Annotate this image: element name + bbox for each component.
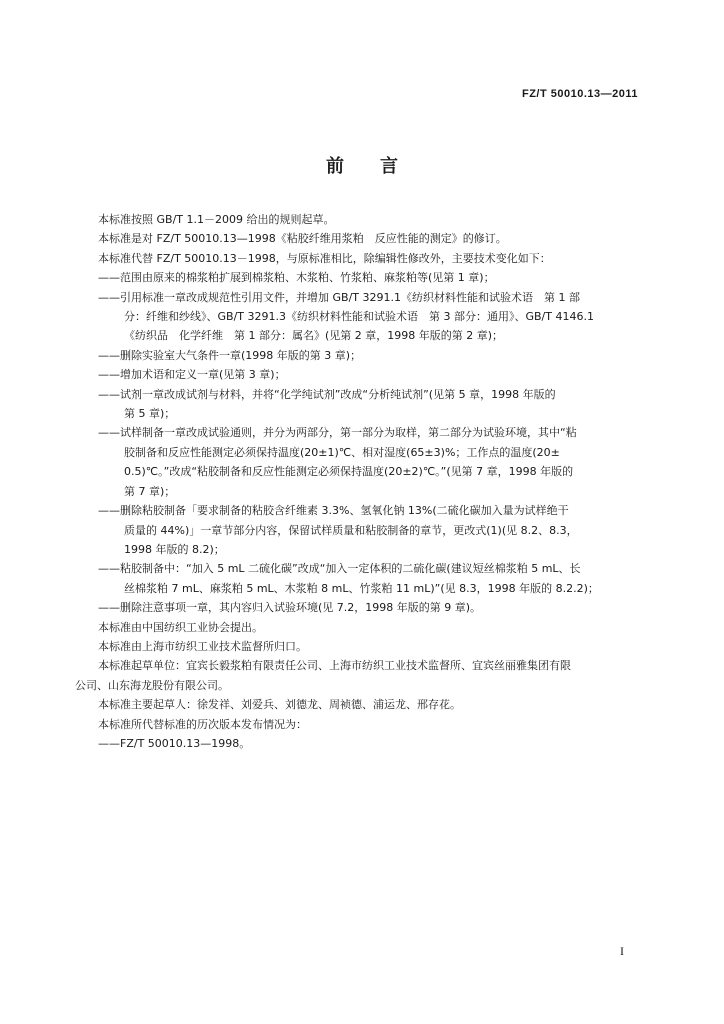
text-line: ——增加术语和定义一章(见第 3 章)； [98, 368, 286, 382]
change-item [98, 598, 638, 617]
technical-changes-list [98, 268, 638, 617]
page-title: 前言 [326, 156, 434, 177]
change-item [98, 385, 638, 424]
document-code: FZ/T 50010.13—2011 [521, 88, 638, 100]
closing-paragraphs [75, 618, 638, 754]
text-line: 1998 年版的 8.2)； [124, 542, 225, 556]
text-line: 0.5)℃。”改成“粘胶制备和反应性能测定必须保持温度(20±2)℃。”(见第 7 章，1998 年版的 [124, 465, 574, 479]
paragraph [98, 249, 638, 268]
change-item [98, 268, 638, 287]
change-item [98, 365, 638, 384]
text-line: 公司、山东海龙股份有限公司。 [75, 678, 229, 692]
text-line: 第 7 章)； [124, 484, 176, 498]
foreword-body [75, 210, 638, 753]
text-line: 本标准代替 FZ/T 50010.13－1998，与原标准相比，除编辑性修改外，主要技术变化如下： [98, 251, 551, 265]
paragraph [98, 210, 638, 229]
change-item [98, 559, 638, 598]
text-line: 分：纤维和纱线》、GB/T 3291.3《纺织材料性能和试验术语 第 3 部分：通用》、GB/T 4146.1 [124, 310, 594, 324]
text-line: 《纺织品 化学纤维 第 1 部分：属名》(见第 2 章，1998 年版的第 2 章)； [124, 329, 504, 343]
text-line: 丝棉浆粕 7 mL、麻浆粕 5 mL、木浆粕 8 mL、竹浆粕 11 mL)”(见 8.3，1998 年版的 8.2.2)； [124, 581, 599, 595]
text-line: 本标准由中国纺织工业协会提出。 [98, 620, 263, 634]
change-item [98, 423, 638, 501]
text-line: 第 5 章)； [124, 407, 176, 421]
text-line: ——引用标准一章改成规范性引用文件，并增加 GB/T 3291.1《纺织材料性能和试验术语 第 1 部 [98, 290, 580, 304]
change-item [98, 346, 638, 365]
closing-paragraph [98, 715, 638, 734]
text-line: 本标准由上海市纺织工业技术监督所归口。 [98, 639, 307, 653]
closing-paragraph [98, 637, 638, 656]
change-item [98, 501, 638, 559]
text-line: 胶制备和反应性能测定必须保持温度(20±1)℃、相对湿度(65±3)%；工作点的温度(20± [124, 445, 560, 459]
text-line: ——删除注意事项一章，其内容归入试验环境(见 7.2，1998 年版的第 9 章)。 [98, 601, 482, 615]
text-line: 本标准主要起草人：徐发祥、刘爱兵、刘德龙、周祯德、浦运龙、邢存花。 [98, 698, 461, 712]
text-line: ——FZ/T 50010.13—1998。 [98, 736, 251, 750]
text-line: 本标准是对 FZ/T 50010.13—1998《粘胶纤维用浆粕 反应性能的测定》的修订。 [98, 232, 507, 246]
closing-paragraph [98, 734, 638, 753]
text-line: ——范围由原来的棉浆粕扩展到棉浆粕、木浆粕、竹浆粕、麻浆粕等(见第 1 章)； [98, 271, 495, 285]
text-line: 本标准按照 GB/T 1.1－2009 给出的规则起草。 [98, 213, 335, 226]
text-line: 本标准所代替标准的历次版本发布情况为： [98, 717, 307, 731]
intro-paragraphs [98, 210, 638, 268]
paragraph [98, 229, 638, 248]
text-line: ——试样制备一章改成试验通则，并分为两部分，第一部分为取样，第二部分为试验环境，其中“粘 [98, 426, 577, 440]
change-item [98, 288, 638, 346]
text-line: ——删除粘胶制备「要求制备的粘胶含纤维素 3.3%、氢氧化钠 13%(二硫化碳加入量为试样绝干 [98, 504, 569, 518]
closing-paragraph [98, 695, 638, 714]
text-line: 质量的 44%)」一章节部分内容，保留试样质量和粘胶制备的章节，更改式(1)(见 8.2、8.3， [124, 523, 578, 537]
text-line: ——粘胶制备中：“加入 5 mL 二硫化碳”改成“加入一定体积的二硫化碳(建议短丝棉浆粕 5 mL、长 [98, 562, 581, 576]
text-line: 本标准起草单位：宜宾长毅浆粕有限责任公司、上海市纺织工业技术监督所、宜宾丝丽雅集团有限 [98, 659, 571, 673]
page-number: I [620, 944, 624, 958]
closing-paragraph [98, 618, 638, 637]
closing-paragraph [75, 656, 638, 695]
text-line: ——删除实验室大气条件一章(1998 年版的第 3 章)； [98, 348, 362, 362]
text-line: ——试剂一章改成试剂与材料，并将“化学纯试剂”改成“分析纯试剂”(见第 5 章，1998 年版的 [98, 387, 556, 401]
